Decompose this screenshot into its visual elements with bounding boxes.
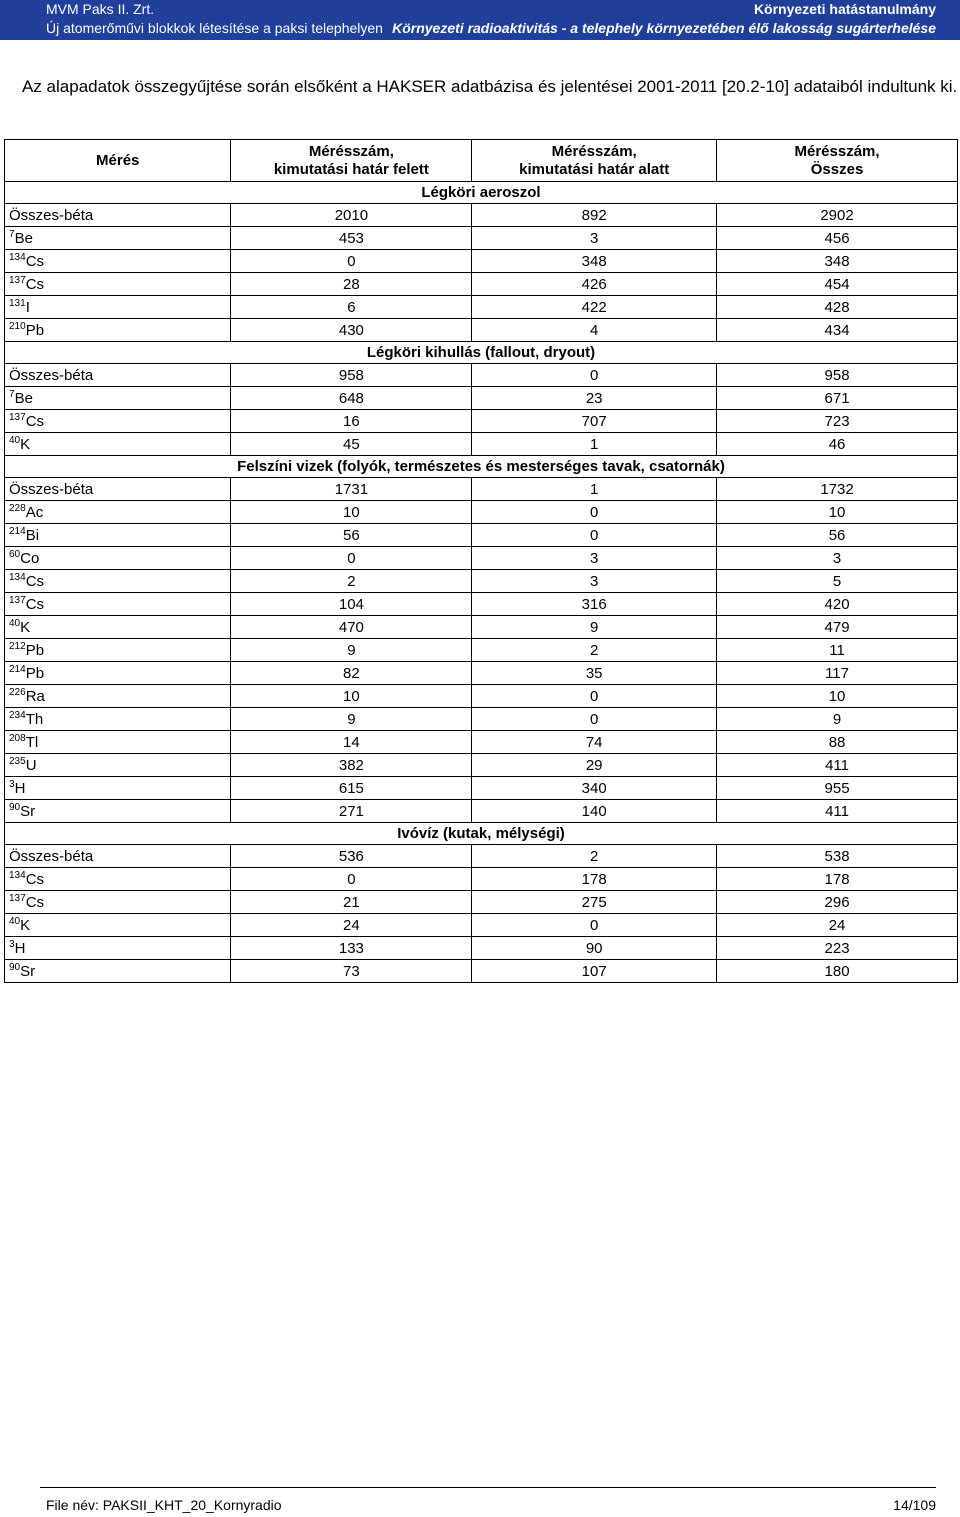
table-row bbox=[5, 387, 958, 410]
measurement-name bbox=[5, 616, 231, 639]
count-total: 411 bbox=[717, 800, 958, 823]
element-symbol: Összes-béta bbox=[9, 480, 94, 498]
measurement-name bbox=[5, 478, 231, 501]
count-above-limit: 1731 bbox=[231, 478, 472, 501]
measurement-name bbox=[5, 364, 231, 387]
count-total: 671 bbox=[717, 387, 958, 410]
count-total: 117 bbox=[717, 662, 958, 685]
count-below-limit: 0 bbox=[472, 685, 717, 708]
table-row bbox=[5, 524, 958, 547]
element-symbol: Cs bbox=[25, 252, 45, 270]
count-below-limit: 422 bbox=[472, 296, 717, 319]
element-symbol: Th bbox=[25, 710, 44, 728]
measurement-name bbox=[5, 524, 231, 547]
measurement-name bbox=[5, 708, 231, 731]
table-row bbox=[5, 478, 958, 501]
count-below-limit: 3 bbox=[472, 547, 717, 570]
count-below-limit: 9 bbox=[472, 616, 717, 639]
mass-number: 210 bbox=[9, 320, 26, 332]
count-below-limit: 0 bbox=[472, 501, 717, 524]
measurement-name bbox=[5, 570, 231, 593]
count-above-limit: 2 bbox=[231, 570, 472, 593]
table-row bbox=[5, 570, 958, 593]
count-total: 348 bbox=[717, 250, 958, 273]
element-symbol: Ac bbox=[25, 503, 44, 521]
count-above-limit: 648 bbox=[231, 387, 472, 410]
measurement-name bbox=[5, 250, 231, 273]
table-row bbox=[5, 296, 958, 319]
element-symbol: Cs bbox=[25, 412, 45, 430]
table-header-row bbox=[5, 140, 958, 182]
element-symbol: Cs bbox=[25, 275, 45, 293]
element-symbol: K bbox=[20, 435, 31, 453]
mass-number: 212 bbox=[9, 640, 26, 652]
element-symbol: Sr bbox=[20, 802, 36, 820]
element-symbol: Cs bbox=[25, 572, 45, 590]
count-above-limit: 24 bbox=[231, 914, 472, 937]
section-header-row bbox=[5, 823, 958, 845]
mass-number: 60 bbox=[9, 548, 21, 560]
count-below-limit: 90 bbox=[472, 937, 717, 960]
count-below-limit: 2 bbox=[472, 639, 717, 662]
count-total: 10 bbox=[717, 685, 958, 708]
header-doc-type: Környezeti hatástanulmány bbox=[753, 1, 936, 17]
count-total: 2902 bbox=[717, 204, 958, 227]
mass-number: 3 bbox=[9, 778, 15, 790]
mass-number: 134 bbox=[9, 571, 26, 583]
count-above-limit: 271 bbox=[231, 800, 472, 823]
count-above-limit: 2010 bbox=[231, 204, 472, 227]
measurement-name bbox=[5, 937, 231, 960]
count-total: 3 bbox=[717, 547, 958, 570]
count-below-limit: 0 bbox=[472, 524, 717, 547]
mass-number: 234 bbox=[9, 709, 26, 721]
count-total: 46 bbox=[717, 433, 958, 456]
table-row bbox=[5, 891, 958, 914]
measurement-name bbox=[5, 914, 231, 937]
count-total: 180 bbox=[717, 960, 958, 983]
table-body bbox=[5, 182, 958, 983]
measurement-name bbox=[5, 777, 231, 800]
table-row bbox=[5, 410, 958, 433]
count-below-limit: 1 bbox=[472, 478, 717, 501]
count-above-limit: 104 bbox=[231, 593, 472, 616]
measurement-name bbox=[5, 731, 231, 754]
count-total: 428 bbox=[717, 296, 958, 319]
count-below-limit: 348 bbox=[472, 250, 717, 273]
count-total: 223 bbox=[717, 937, 958, 960]
table-row bbox=[5, 273, 958, 296]
table-row bbox=[5, 547, 958, 570]
table-row bbox=[5, 662, 958, 685]
element-symbol: Be bbox=[14, 229, 33, 247]
mass-number: 214 bbox=[9, 663, 26, 675]
count-above-limit: 28 bbox=[231, 273, 472, 296]
element-symbol: H bbox=[14, 939, 26, 957]
count-below-limit: 2 bbox=[472, 845, 717, 868]
table-row bbox=[5, 754, 958, 777]
element-symbol: Összes-béta bbox=[9, 366, 94, 384]
count-above-limit: 73 bbox=[231, 960, 472, 983]
element-symbol: Tl bbox=[25, 733, 39, 751]
count-below-limit: 3 bbox=[472, 570, 717, 593]
table-row bbox=[5, 501, 958, 524]
element-symbol: Összes-béta bbox=[9, 206, 94, 224]
measurement-name bbox=[5, 387, 231, 410]
measurement-name bbox=[5, 639, 231, 662]
col-header-above-limit: Mérésszám, kimutatási határ felett bbox=[231, 140, 472, 182]
mass-number: 228 bbox=[9, 502, 26, 514]
element-symbol: Pb bbox=[25, 664, 45, 682]
count-above-limit: 9 bbox=[231, 639, 472, 662]
count-total: 178 bbox=[717, 868, 958, 891]
count-above-limit: 958 bbox=[231, 364, 472, 387]
table-row bbox=[5, 868, 958, 891]
col-header-total: Mérésszám, Összes bbox=[717, 140, 958, 182]
count-below-limit: 340 bbox=[472, 777, 717, 800]
footer-divider bbox=[40, 1487, 936, 1488]
element-symbol: Pb bbox=[25, 641, 45, 659]
count-below-limit: 426 bbox=[472, 273, 717, 296]
count-below-limit: 275 bbox=[472, 891, 717, 914]
measurement-name bbox=[5, 204, 231, 227]
table-row bbox=[5, 364, 958, 387]
element-symbol: I bbox=[25, 298, 30, 316]
page-header bbox=[0, 0, 960, 40]
count-above-limit: 16 bbox=[231, 410, 472, 433]
count-total: 434 bbox=[717, 319, 958, 342]
count-total: 88 bbox=[717, 731, 958, 754]
count-above-limit: 9 bbox=[231, 708, 472, 731]
mass-number: 3 bbox=[9, 938, 15, 950]
table-row bbox=[5, 593, 958, 616]
measurement-name bbox=[5, 410, 231, 433]
mass-number: 131 bbox=[9, 297, 26, 309]
count-total: 538 bbox=[717, 845, 958, 868]
count-above-limit: 82 bbox=[231, 662, 472, 685]
count-below-limit: 74 bbox=[472, 731, 717, 754]
element-symbol: U bbox=[25, 756, 37, 774]
table-row bbox=[5, 204, 958, 227]
count-above-limit: 10 bbox=[231, 501, 472, 524]
table-row bbox=[5, 685, 958, 708]
mass-number: 7 bbox=[9, 228, 15, 240]
count-below-limit: 1 bbox=[472, 433, 717, 456]
count-below-limit: 107 bbox=[472, 960, 717, 983]
element-symbol: K bbox=[20, 916, 31, 934]
count-above-limit: 10 bbox=[231, 685, 472, 708]
count-above-limit: 133 bbox=[231, 937, 472, 960]
mass-number: 214 bbox=[9, 525, 26, 537]
count-above-limit: 45 bbox=[231, 433, 472, 456]
header-chapter: Környezeti radioaktivitás - a telephely környezetében élő lakosság sugárterhelése bbox=[392, 20, 936, 36]
section-header-row bbox=[5, 342, 958, 364]
section-title: Ivóvíz (kutak, mélységi) bbox=[5, 823, 958, 845]
element-symbol: Bi bbox=[25, 526, 40, 544]
count-total: 9 bbox=[717, 708, 958, 731]
table-row bbox=[5, 731, 958, 754]
measurement-name bbox=[5, 754, 231, 777]
measurement-name bbox=[5, 273, 231, 296]
element-symbol: Be bbox=[14, 389, 33, 407]
measurement-name bbox=[5, 227, 231, 250]
count-below-limit: 140 bbox=[472, 800, 717, 823]
count-total: 5 bbox=[717, 570, 958, 593]
count-below-limit: 0 bbox=[472, 914, 717, 937]
element-symbol: Összes-béta bbox=[9, 847, 94, 865]
element-symbol: Sr bbox=[20, 962, 36, 980]
count-above-limit: 14 bbox=[231, 731, 472, 754]
count-total: 10 bbox=[717, 501, 958, 524]
measurement-name bbox=[5, 547, 231, 570]
mass-number: 134 bbox=[9, 251, 26, 263]
count-below-limit: 3 bbox=[472, 227, 717, 250]
section-title: Légköri aeroszol bbox=[5, 182, 958, 204]
count-below-limit: 23 bbox=[472, 387, 717, 410]
mass-number: 7 bbox=[9, 388, 15, 400]
count-total: 723 bbox=[717, 410, 958, 433]
header-company: MVM Paks II. Zrt. bbox=[46, 1, 155, 17]
count-below-limit: 29 bbox=[472, 754, 717, 777]
count-total: 1732 bbox=[717, 478, 958, 501]
measurement-name bbox=[5, 501, 231, 524]
count-above-limit: 6 bbox=[231, 296, 472, 319]
measurement-name bbox=[5, 593, 231, 616]
count-above-limit: 453 bbox=[231, 227, 472, 250]
count-above-limit: 615 bbox=[231, 777, 472, 800]
element-symbol: Cs bbox=[25, 595, 45, 613]
measurement-name bbox=[5, 891, 231, 914]
mass-number: 90 bbox=[9, 801, 21, 813]
measurement-name bbox=[5, 960, 231, 983]
count-above-limit: 21 bbox=[231, 891, 472, 914]
count-above-limit: 56 bbox=[231, 524, 472, 547]
section-header-row bbox=[5, 456, 958, 478]
element-symbol: K bbox=[20, 618, 31, 636]
table-row bbox=[5, 800, 958, 823]
count-total: 24 bbox=[717, 914, 958, 937]
element-symbol: H bbox=[14, 779, 26, 797]
count-total: 11 bbox=[717, 639, 958, 662]
table-row bbox=[5, 845, 958, 868]
mass-number: 137 bbox=[9, 274, 26, 286]
mass-number: 235 bbox=[9, 755, 26, 767]
element-symbol: Cs bbox=[25, 893, 45, 911]
table-row bbox=[5, 250, 958, 273]
col-header-measurement: Mérés bbox=[5, 140, 231, 182]
count-total: 420 bbox=[717, 593, 958, 616]
count-above-limit: 536 bbox=[231, 845, 472, 868]
count-total: 411 bbox=[717, 754, 958, 777]
element-symbol: Ra bbox=[25, 687, 45, 705]
measurement-name bbox=[5, 685, 231, 708]
mass-number: 208 bbox=[9, 732, 26, 744]
count-below-limit: 0 bbox=[472, 364, 717, 387]
count-below-limit: 35 bbox=[472, 662, 717, 685]
measurement-name bbox=[5, 319, 231, 342]
table-row bbox=[5, 319, 958, 342]
element-symbol: Pb bbox=[25, 321, 45, 339]
count-above-limit: 470 bbox=[231, 616, 472, 639]
mass-number: 40 bbox=[9, 915, 21, 927]
table-row bbox=[5, 433, 958, 456]
intro-paragraph: Az alapadatok összegyűjtése során elsőként a HAKSER adatbázisa és jelentései 2001-2011 [20.2-10] adataiból indultunk ki. bbox=[22, 77, 958, 96]
count-total: 955 bbox=[717, 777, 958, 800]
table-row bbox=[5, 960, 958, 983]
mass-number: 137 bbox=[9, 594, 26, 606]
table-row bbox=[5, 227, 958, 250]
section-title: Légköri kihullás (fallout, dryout) bbox=[5, 342, 958, 364]
count-total: 958 bbox=[717, 364, 958, 387]
table-row bbox=[5, 639, 958, 662]
mass-number: 40 bbox=[9, 434, 21, 446]
table-row bbox=[5, 777, 958, 800]
footer-filename: File név: PAKSII_KHT_20_Kornyradio bbox=[46, 1497, 282, 1513]
count-below-limit: 4 bbox=[472, 319, 717, 342]
count-total: 454 bbox=[717, 273, 958, 296]
count-above-limit: 0 bbox=[231, 868, 472, 891]
footer-page-number: 14/109 bbox=[893, 1497, 936, 1513]
count-above-limit: 0 bbox=[231, 250, 472, 273]
element-symbol: Cs bbox=[25, 870, 45, 888]
count-total: 296 bbox=[717, 891, 958, 914]
mass-number: 226 bbox=[9, 686, 26, 698]
measurement-name bbox=[5, 845, 231, 868]
measurement-name bbox=[5, 296, 231, 319]
mass-number: 137 bbox=[9, 892, 26, 904]
measurement-name bbox=[5, 868, 231, 891]
table-row bbox=[5, 937, 958, 960]
measurement-name bbox=[5, 662, 231, 685]
mass-number: 90 bbox=[9, 961, 21, 973]
mass-number: 134 bbox=[9, 869, 26, 881]
mass-number: 137 bbox=[9, 411, 26, 423]
count-below-limit: 316 bbox=[472, 593, 717, 616]
mass-number: 40 bbox=[9, 617, 21, 629]
count-below-limit: 178 bbox=[472, 868, 717, 891]
count-above-limit: 430 bbox=[231, 319, 472, 342]
header-project: Új atomerőművi blokkok létesítése a paksi telephelyen bbox=[46, 20, 383, 36]
count-above-limit: 0 bbox=[231, 547, 472, 570]
count-above-limit: 382 bbox=[231, 754, 472, 777]
count-total: 456 bbox=[717, 227, 958, 250]
count-below-limit: 892 bbox=[472, 204, 717, 227]
count-total: 56 bbox=[717, 524, 958, 547]
section-header-row bbox=[5, 182, 958, 204]
measurement-name bbox=[5, 433, 231, 456]
section-title: Felszíni vizek (folyók, természetes és mesterséges tavak, csatornák) bbox=[5, 456, 958, 478]
measurement-name bbox=[5, 800, 231, 823]
count-below-limit: 707 bbox=[472, 410, 717, 433]
measurement-table bbox=[4, 139, 958, 983]
element-symbol: Co bbox=[20, 549, 40, 567]
count-total: 479 bbox=[717, 616, 958, 639]
count-below-limit: 0 bbox=[472, 708, 717, 731]
table-row bbox=[5, 708, 958, 731]
table-row bbox=[5, 914, 958, 937]
col-header-below-limit: Mérésszám, kimutatási határ alatt bbox=[472, 140, 717, 182]
table-row bbox=[5, 616, 958, 639]
